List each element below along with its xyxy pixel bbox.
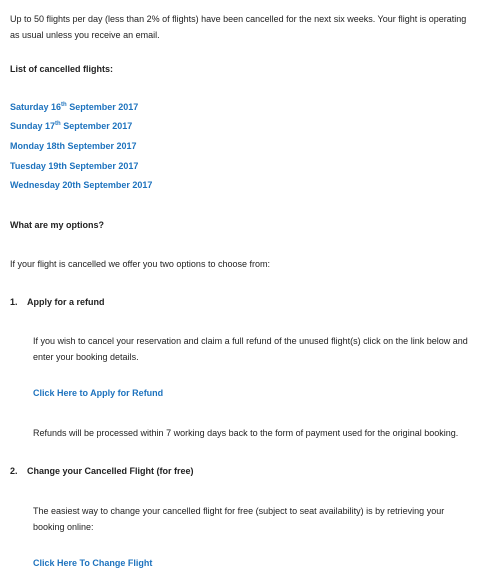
cancelled-date: Sunday 17th September 2017 — [10, 121, 133, 131]
options-intro: If your flight is cancelled we offer you two options to choose from: — [10, 259, 270, 269]
option-title-change-flight: Change your Cancelled Flight (for free) — [27, 466, 194, 476]
refund-processing-note: Refunds will be processed within 7 working days back to the form of payment used for the original booking. — [33, 428, 459, 438]
option-title-refund: Apply for a refund — [27, 297, 105, 307]
change-flight-link[interactable]: Click Here To Change Flight — [33, 558, 153, 568]
intro-paragraph: Up to 50 flights per day (less than 2% of flights) have been cancelled for the next six weeks. Your flight is operating as usual unless you receive an email. — [10, 14, 467, 40]
change-flight-description: The easiest way to change your cancelled flight for free (subject to seat availability) is by retrieving your booking online: — [33, 506, 445, 532]
options-heading: What are my options? — [10, 220, 105, 230]
cancelled-date: Monday 18th September 2017 — [10, 141, 137, 151]
apply-refund-link[interactable]: Click Here to Apply for Refund — [33, 388, 164, 398]
cancelled-flights-heading: List of cancelled flights: — [10, 64, 114, 74]
refund-description: If you wish to cancel your reservation and claim a full refund of the unused flight(s) click on the link below and enter your booking details. — [33, 336, 468, 362]
option-number: 1. — [10, 297, 18, 307]
cancelled-date: Wednesday 20th September 2017 — [10, 180, 153, 190]
cancelled-date: Tuesday 19th September 2017 — [10, 161, 139, 171]
option-number: 2. — [10, 466, 18, 476]
cancelled-date: Saturday 16th September 2017 — [10, 102, 139, 112]
